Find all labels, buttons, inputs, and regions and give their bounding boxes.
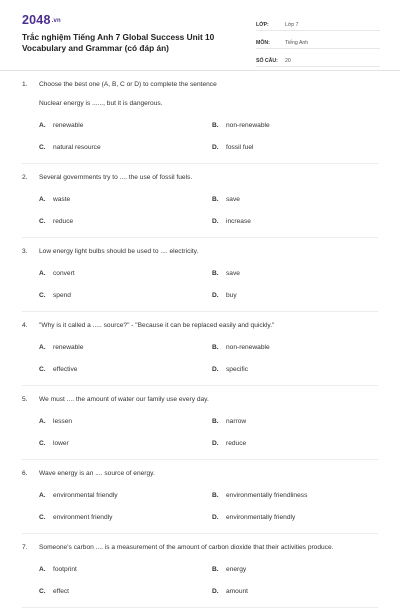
- meta-value: Lớp 7: [285, 22, 299, 28]
- meta-label: MÔN:: [256, 40, 270, 46]
- question-item: [0, 172, 400, 238]
- option-letter: A.: [39, 566, 46, 573]
- question-stem: [0, 320, 400, 331]
- option-letter: B.: [212, 270, 219, 277]
- option-letter: A.: [39, 344, 46, 351]
- document-title: Trắc nghiệm Tiếng Anh 7 Global Success Unit 10 Vocabulary and Grammar (có đáp án): [22, 32, 215, 53]
- options-row: [0, 194, 400, 205]
- option-letter: D.: [212, 144, 219, 151]
- question-text: Someone's carbon .... is a measurement of the amount of carbon dioxide that their activities produce.: [39, 544, 334, 551]
- answer-option[interactable]: [0, 290, 212, 301]
- answer-option[interactable]: [0, 120, 212, 131]
- option-letter: D.: [212, 292, 219, 299]
- option-letter: A.: [39, 270, 46, 277]
- option-letter: B.: [212, 344, 219, 351]
- options-row: [0, 364, 400, 375]
- option-text: buy: [226, 292, 237, 299]
- question-stem: [0, 468, 400, 479]
- question-stem: [0, 542, 400, 553]
- option-letter: D.: [212, 218, 219, 225]
- option-letter: B.: [212, 492, 219, 499]
- meta-class: [256, 15, 380, 31]
- option-text: reduce: [53, 218, 74, 225]
- option-text: save: [226, 196, 240, 203]
- meta-label: SỐ CÂU:: [256, 58, 278, 64]
- option-text: renewable: [53, 344, 84, 351]
- answer-option[interactable]: [0, 268, 212, 279]
- answer-option[interactable]: [0, 216, 212, 227]
- answer-option[interactable]: [0, 438, 212, 449]
- option-text: narrow: [226, 418, 247, 425]
- option-text: environment friendly: [53, 514, 113, 521]
- answer-option[interactable]: [212, 142, 400, 153]
- option-letter: D.: [212, 440, 219, 447]
- option-text: non-renewable: [226, 122, 270, 129]
- question-item: [0, 320, 400, 386]
- answer-option[interactable]: [212, 216, 400, 227]
- options-row: [0, 564, 400, 575]
- options-row: [0, 490, 400, 501]
- answer-option[interactable]: [0, 416, 212, 427]
- option-letter: C.: [39, 588, 46, 595]
- option-letter: B.: [212, 418, 219, 425]
- question-item: [0, 542, 400, 608]
- option-letter: B.: [212, 122, 219, 129]
- answer-option[interactable]: [212, 194, 400, 205]
- answer-option[interactable]: [212, 438, 400, 449]
- options-row: [0, 216, 400, 227]
- options-row: [0, 268, 400, 279]
- answer-option[interactable]: [0, 586, 212, 597]
- question-text: We must .... the amount of water our family use every day.: [39, 396, 209, 403]
- option-letter: C.: [39, 440, 46, 447]
- answer-option[interactable]: [212, 512, 400, 523]
- site-logo[interactable]: 2048.vn: [22, 13, 61, 27]
- option-text: convert: [53, 270, 75, 277]
- question-stem: [0, 79, 400, 90]
- answer-option[interactable]: [212, 416, 400, 427]
- options-row: [0, 438, 400, 449]
- question-item: [0, 468, 400, 534]
- answer-option[interactable]: [212, 342, 400, 353]
- answer-option[interactable]: [212, 586, 400, 597]
- divider: [22, 533, 378, 534]
- option-letter: B.: [212, 196, 219, 203]
- options-row: [0, 342, 400, 353]
- answer-option[interactable]: [212, 490, 400, 501]
- answer-option[interactable]: [0, 564, 212, 575]
- meta-value: Tiếng Anh: [285, 40, 309, 46]
- option-text: save: [226, 270, 240, 277]
- question-number: 4.: [22, 322, 28, 329]
- options-row: [0, 120, 400, 131]
- question-stem: [0, 394, 400, 405]
- question-sentence: Nuclear energy is ......, but it is dangerous.: [39, 100, 163, 107]
- meta-value: 20: [285, 58, 291, 64]
- option-letter: A.: [39, 418, 46, 425]
- option-text: energy: [226, 566, 247, 573]
- option-letter: A.: [39, 492, 46, 499]
- option-text: reduce: [226, 440, 247, 447]
- options-row: [0, 416, 400, 427]
- question-item: [0, 394, 400, 460]
- answer-option[interactable]: [0, 142, 212, 153]
- option-letter: A.: [39, 196, 46, 203]
- question-list: [0, 79, 400, 608]
- divider: [22, 459, 378, 460]
- option-text: increase: [226, 218, 251, 225]
- answer-option[interactable]: [212, 120, 400, 131]
- options-row: [0, 290, 400, 301]
- option-text: renewable: [53, 122, 84, 129]
- option-letter: D.: [212, 588, 219, 595]
- options-row: [0, 512, 400, 523]
- option-text: amount: [226, 588, 248, 595]
- question-text: Low energy light bulbs should be used to .... electricity.: [39, 248, 199, 255]
- options-row: [0, 142, 400, 153]
- option-text: waste: [53, 196, 71, 203]
- answer-option[interactable]: [0, 342, 212, 353]
- question-number: 2.: [22, 174, 28, 181]
- question-item: [0, 79, 400, 164]
- option-text: effect: [53, 588, 70, 595]
- answer-option[interactable]: [0, 512, 212, 523]
- question-stem: [0, 246, 400, 257]
- answer-option[interactable]: [0, 490, 212, 501]
- option-letter: A.: [39, 122, 46, 129]
- question-number: 6.: [22, 470, 28, 477]
- answer-option[interactable]: [212, 290, 400, 301]
- option-text: specific: [226, 366, 248, 373]
- option-text: effective: [53, 366, 78, 373]
- option-letter: C.: [39, 292, 46, 299]
- answer-option[interactable]: [212, 364, 400, 375]
- option-text: environmental friendly: [53, 492, 118, 499]
- question-text: Choose the best one (A, B, C or D) to complete the sentence: [39, 81, 217, 88]
- option-letter: C.: [39, 514, 46, 521]
- answer-option[interactable]: [0, 364, 212, 375]
- question-stem: [0, 172, 400, 183]
- option-text: spend: [53, 292, 71, 299]
- options-row: [0, 586, 400, 597]
- question-number: 3.: [22, 248, 28, 255]
- meta-question-count: [256, 51, 380, 67]
- answer-option[interactable]: [212, 268, 400, 279]
- question-text: Several governments try to .... the use of fossil fuels.: [39, 174, 193, 181]
- option-text: lessen: [53, 418, 73, 425]
- page-header: [0, 0, 400, 71]
- answer-option[interactable]: [0, 194, 212, 205]
- question-number: 1.: [22, 81, 28, 88]
- option-text: fossil fuel: [226, 144, 254, 151]
- divider: [22, 237, 378, 238]
- document-meta: [256, 15, 380, 69]
- question-item: [0, 246, 400, 312]
- option-text: lower: [53, 440, 69, 447]
- divider: [22, 163, 378, 164]
- question-number: 7.: [22, 544, 28, 551]
- question-text: Wave energy is an .... source of energy.: [39, 470, 155, 477]
- option-letter: C.: [39, 144, 46, 151]
- option-letter: B.: [212, 566, 219, 573]
- option-text: environmentally friendliness: [226, 492, 308, 499]
- divider: [22, 311, 378, 312]
- divider: [22, 385, 378, 386]
- meta-subject: [256, 33, 380, 49]
- option-letter: D.: [212, 366, 219, 373]
- option-letter: C.: [39, 218, 46, 225]
- option-text: natural resource: [53, 144, 101, 151]
- option-text: non-renewable: [226, 344, 270, 351]
- question-number: 5.: [22, 396, 28, 403]
- question-text: "Why is it called a ..... source?" - "Because it can be replaced easily and quickly.": [39, 322, 275, 329]
- option-letter: D.: [212, 514, 219, 521]
- option-letter: C.: [39, 366, 46, 373]
- option-text: footprint: [53, 566, 77, 573]
- option-text: environmentally friendly: [226, 514, 296, 521]
- meta-label: LỚP:: [256, 22, 269, 28]
- answer-option[interactable]: [212, 564, 400, 575]
